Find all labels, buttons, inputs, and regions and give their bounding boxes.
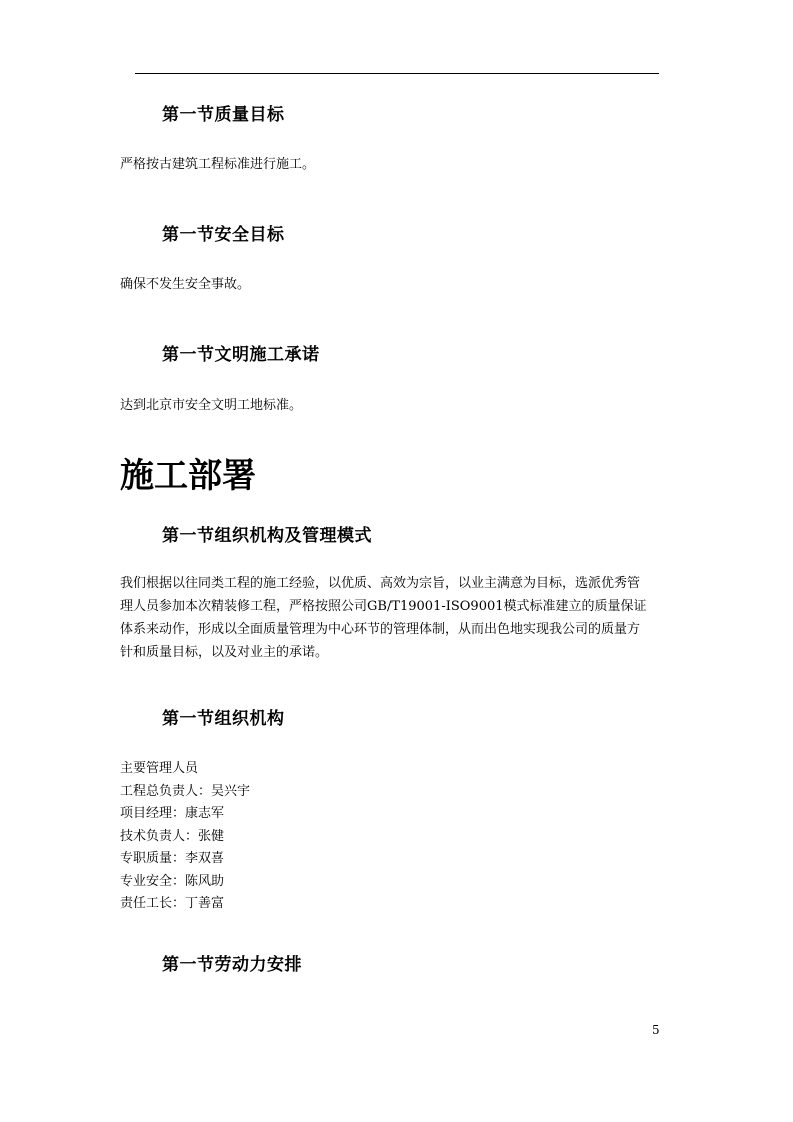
staff-item: 项目经理：康志军 [120, 806, 225, 821]
header-rule [135, 73, 659, 74]
section-heading-civilized: 第一节文明施工承诺 [162, 345, 320, 365]
staff-list [120, 760, 250, 918]
section-body-quality: 严格按古建筑工程标准进行施工。 [120, 157, 316, 172]
org-mode-paragraph [120, 575, 676, 667]
chapter-title: 施工部署 [120, 456, 256, 496]
staff-item: 技术负责人：张健 [120, 828, 225, 844]
staff-item: 专业安全：陈风助 [120, 873, 225, 889]
staff-item: 责任工长：丁善富 [120, 896, 225, 911]
paragraph-line: 体系来动作，形成以全面质量管理为中心环节的管理体制，从而出色地实现我公司的质量方 [120, 622, 641, 637]
paragraph-line: 理人员参加本次精装修工程，严格按照公司GB/T19001-ISO9001模式标准建立的质量保证 [120, 599, 647, 614]
section-heading-org-structure: 第一节组织机构 [162, 709, 285, 729]
section-heading-safety: 第一节安全目标 [162, 225, 285, 245]
paragraph-line: 针和质量目标，以及对业主的承诺。 [120, 645, 329, 660]
staff-item: 专职质量：李双喜 [120, 851, 225, 866]
section-body-civilized: 达到北京市安全文明工地标准。 [120, 398, 303, 413]
section-body-safety: 确保不发生安全事故。 [120, 277, 251, 292]
page-number: 5 [652, 1023, 660, 1037]
section-heading-quality: 第一节质量目标 [162, 105, 285, 125]
section-heading-labor: 第一节劳动力安排 [162, 955, 302, 975]
staff-list-title: 主要管理人员 [120, 761, 199, 776]
section-heading-org-mode: 第一节组织机构及管理模式 [162, 526, 372, 546]
staff-item: 工程总负责人：吴兴宇 [120, 783, 251, 799]
paragraph-line: 我们根据以往同类工程的施工经验，以优质、高效为宗旨，以业主满意为目标，选派优秀管 [120, 576, 641, 591]
